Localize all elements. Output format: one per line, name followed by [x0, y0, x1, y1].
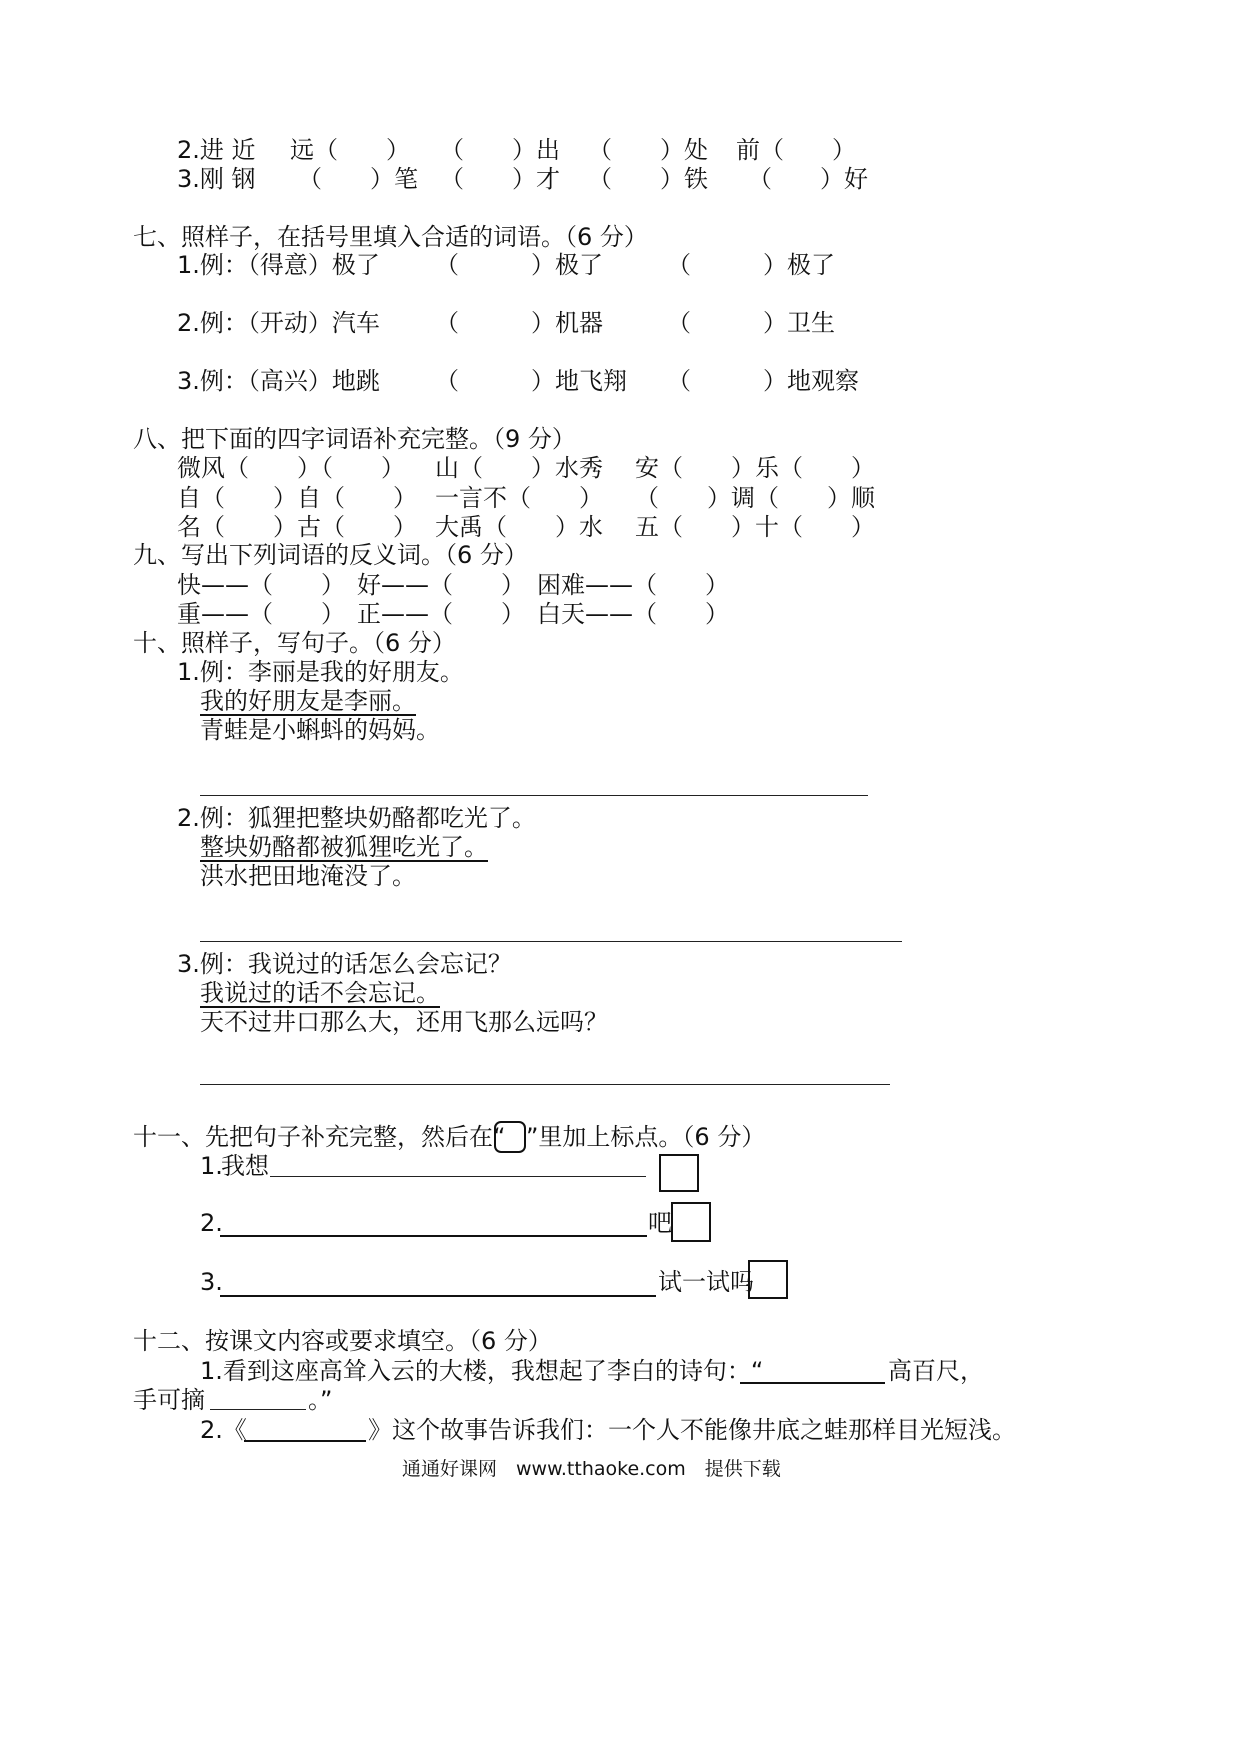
sec6-row2-blank1: 远（ ） [290, 136, 410, 164]
sec9-title: 九、写出下列词语的反义词。（6 分） [133, 541, 528, 569]
sec6-row3-blank3: （ ）铁 [588, 165, 708, 193]
sec10-item2-prompt: 洪水把田地淹没了。 [200, 862, 416, 890]
sec11-item2-num: 2. [200, 1209, 223, 1237]
sec7-row1-blank2: （ ）极了 [667, 251, 835, 279]
sec6-row2-blank2: （ ）出 [440, 136, 560, 164]
sec8-row2-col3: （ ）调（ ）顺 [635, 484, 875, 512]
sec12-q1-text2: 高百尺， [888, 1357, 984, 1385]
sec6-row3-blank1: （ ）笔 [298, 165, 418, 193]
sec6-row3-blank4: （ ）好 [748, 165, 868, 193]
sec7-row3-example: 3.例：（高兴）地跳 [177, 367, 380, 395]
sec8-row3-col1: 名（ ）古（ ） [177, 513, 417, 541]
sec11-title-part2: ”里加上标点。（6 分） [526, 1123, 766, 1151]
sec7-row1-example: 1.例：（得意）极了 [177, 251, 380, 279]
sec7-row2-blank1: （ ）机器 [435, 309, 603, 337]
sec12-q2-text: 2.《 [200, 1416, 247, 1444]
sec11-item1-blank[interactable] [270, 1176, 646, 1177]
sec7-row3-blank1: （ ）地飞翔 [435, 367, 627, 395]
sec8-title: 八、把下面的四字词语补充完整。（9 分） [133, 425, 576, 453]
sec7-title: 七、照样子，在括号里填入合适的词语。（6 分） [133, 223, 648, 251]
sec12-q1-blank2[interactable] [210, 1409, 306, 1410]
sec10-item3-prompt: 天不过井口那么大，还用飞那么远吗？ [200, 1008, 608, 1036]
sec11-item3-blank[interactable] [220, 1295, 656, 1297]
footer-text: 通通好课网 www.tthaoke.com 提供下载 [402, 1458, 781, 1480]
sec10-item3-answer-line[interactable] [200, 1084, 890, 1085]
sec7-row1-blank1: （ ）极了 [435, 251, 603, 279]
sec8-row1-col1: 微风（ ）（ ） [177, 454, 405, 482]
sec7-row2-blank2: （ ）卫生 [667, 309, 835, 337]
sec11-title-box-icon [494, 1121, 526, 1153]
sec9-row2-col2: 正——（ ） [357, 600, 525, 628]
sec12-q1-blank1[interactable] [740, 1382, 885, 1384]
sec10-title: 十、照样子，写句子。（6 分） [133, 629, 456, 657]
sec9-row1-col3: 困难——（ ） [537, 571, 729, 599]
sec12-q1-text4: 。” [308, 1386, 333, 1414]
sec7-row2-example: 2.例：（开动）汽车 [177, 309, 380, 337]
sec8-row1-col2: 山（ ）水秀 [435, 454, 603, 482]
sec8-row2-col2: 一言不（ ） [435, 484, 603, 512]
sec11-title-part1: 十一、先把句子补充完整，然后在“ [133, 1123, 506, 1151]
sec12-title: 十二、按课文内容或要求填空。（6 分） [133, 1327, 552, 1355]
sec10-item1-prompt: 青蛙是小蝌蚪的妈妈。 [200, 716, 440, 744]
sec11-item3-punct-box[interactable] [748, 1260, 788, 1299]
sec10-item3-example: 3.例：我说过的话怎么会忘记？ [177, 950, 512, 978]
sec10-item3-answer: 我说过的话不会忘记。 [200, 979, 440, 1007]
sec12-q1-text: 1.看到这座高耸入云的大楼，我想起了李白的诗句：“ [200, 1357, 764, 1385]
sec6-row2-blank3: （ ）处 [588, 136, 708, 164]
sec10-item2-answer-line[interactable] [200, 941, 902, 942]
sec11-item2-blank[interactable] [220, 1235, 647, 1237]
sec11-item2-suffix: 吧 [648, 1209, 672, 1237]
sec11-item1-punct-box[interactable] [659, 1154, 699, 1192]
sec10-item2-answer: 整块奶酪都被狐狸吃光了。 [200, 833, 488, 861]
sec8-row3-col2: 大禹（ ）水 [435, 513, 603, 541]
sec11-item3-num: 3. [200, 1268, 223, 1296]
sec11-item3-suffix: 试一试吗 [658, 1268, 754, 1296]
sec7-row3-blank2: （ ）地观察 [667, 367, 859, 395]
sec10-item1-answer-line[interactable] [200, 795, 868, 796]
sec12-q2-blank[interactable] [244, 1440, 366, 1442]
sec12-q1-text3: 手可摘 [133, 1386, 205, 1414]
sec11-item1-num: 1. [200, 1152, 223, 1180]
sec6-row3-blank2: （ ）才 [440, 165, 560, 193]
sec9-row2-col3: 白天——（ ） [537, 600, 729, 628]
sec6-row2-label: 2.进 近 [177, 136, 256, 164]
sec9-row1-col1: 快——（ ） [177, 571, 345, 599]
sec9-row2-col1: 重——（ ） [177, 600, 345, 628]
sec9-row1-col2: 好——（ ） [357, 571, 525, 599]
sec6-row2-blank4: 前（ ） [736, 136, 856, 164]
sec8-row1-col3: 安（ ）乐（ ） [635, 454, 875, 482]
sec10-item2-example: 2.例：狐狸把整块奶酪都吃光了。 [177, 804, 536, 832]
sec8-row3-col3: 五（ ）十（ ） [635, 513, 875, 541]
sec10-item1-example: 1.例：李丽是我的好朋友。 [177, 658, 464, 686]
sec6-row3-label: 3.刚 钢 [177, 165, 256, 193]
sec12-q2-text2: 》这个故事告诉我们：一个人不能像井底之蛙那样目光短浅。 [368, 1416, 1016, 1444]
sec8-row2-col1: 自（ ）自（ ） [177, 484, 417, 512]
sec11-item2-punct-box[interactable] [671, 1202, 711, 1242]
sec11-item1-prefix: 我想 [221, 1152, 269, 1180]
sec10-item1-answer: 我的好朋友是李丽。 [200, 687, 416, 715]
